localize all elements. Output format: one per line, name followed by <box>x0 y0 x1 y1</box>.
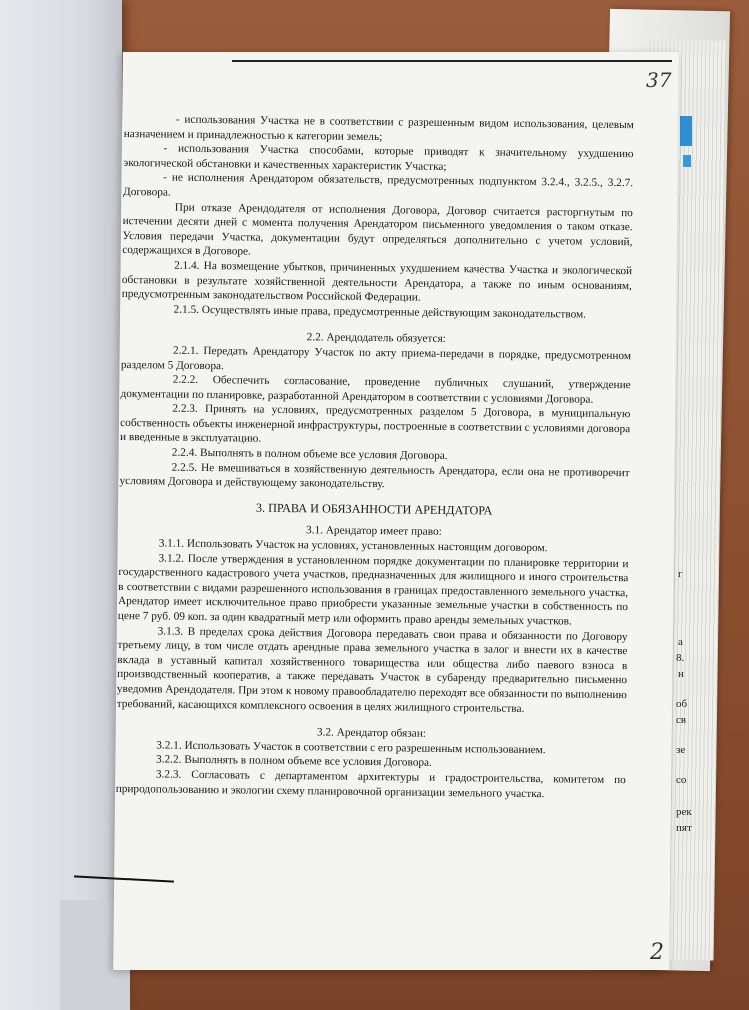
paragraph: 2.2.4. Выполнять в полном объеме все условия Договора. <box>171 446 448 463</box>
margin-fragment: св <box>676 714 687 726</box>
paragraph: 3.2.2. Выполнять в полном объеме все условия Договора. <box>156 753 432 770</box>
header-rule <box>232 60 672 62</box>
paragraph: 2.2.1. Передать Арендатору Участок по акту приема-передачи в порядке, предусмотренном разделом 5 Договора. <box>120 344 632 372</box>
binder-cover <box>0 0 122 1010</box>
paragraph: 3.2.1. Использовать Участок в соответствии с его разрешенным использованием. <box>156 739 546 756</box>
paragraph: 2.2.5. Не вмешиваться в хозяйственную деятельность Арендатора, если она не противоречит условиям Договора и действующему законодательству. <box>119 461 630 491</box>
paragraph: - использования Участка способами, которые приводят к значительному ухудшению экологической обстановки и качественных характеристик Участка; <box>123 142 634 173</box>
paragraph: 3.1.2. После утверждения в установленном порядке документации по планировке территории и государственного кадастрового учета участков, предназначенных для жилищного и иного строительства в соответствии с видами разрешенного использования в границах предоставленного земельного участка, Арендатор имеет исключительное право приобрести указанные земельные участки в собственность по цене 7 руб. 09 коп. за один квадратный метр или оформить право аренды земельных участков. <box>117 552 629 628</box>
margin-fragment: пят <box>676 822 692 834</box>
paragraph: 3.1.1. Использовать Участок на условиях, установленных настоящим договором. <box>158 537 548 555</box>
document-text <box>116 112 634 802</box>
paragraph: 3.1.3. В пределах срока действия Договора передавать свои права и обязанности по Договору третьему лицу, в том числе отдать арендные права земельного участка в залог и внести их в качестве вклада в уставный капитал хозяйственного товарищества или общества либо паевого взноса в производственный кооператив, а также передавать Участок в субаренду предварительно письменно уведомив Арендодателя. При этом к новому правообладателю переходят все обязанности по выполнению требований, касающихся комплексного освоения в целях жилищного строительства. <box>116 625 628 715</box>
paragraph: 2.2.3. Принять на условиях, предусмотренных разделом 5 Договора, в муниципальную собственность объекты инженерной инфраструктуры, построенные в соответствии с условиями договора и введенные в эксплуатацию. <box>119 402 631 446</box>
paragraph: 3.2.3. Согласовать с департаментом архитектуры и градостроительства, комитетом по природопользованию и экологии схему планировочной организации земельного участка. <box>115 768 626 800</box>
section-subheading: 3.2. Арендатор обязан: <box>316 726 426 740</box>
paragraph: - использования Участка не в соответствии с разрешенным видом использования, целевым назначением и принадлежностью к категории земель; <box>123 113 634 143</box>
paragraph: - не исполнения Арендатором обязательств, предусмотренных подпунктом 3.2.4., 3.2.5., 3.2.7. Договора. <box>122 171 634 199</box>
section-subheading: 3.1. Арендатор имеет право: <box>305 524 442 539</box>
margin-fragment: г <box>678 568 683 580</box>
section-subheading: 2.2. Арендодатель обязуется: <box>306 331 446 346</box>
margin-fragment: об <box>676 698 688 710</box>
margin-fragment: н <box>678 668 684 680</box>
page-number-bottom: 2 <box>650 940 664 965</box>
page-number-top: 37 <box>646 68 672 92</box>
margin-fragment: а <box>678 636 683 648</box>
paragraph: 2.1.4. На возмещение убытков, причиненных ухудшением качества Участка и экологической обстановки в результате хозяйственной деятельности Арендатора, а также по иным основаниям, предусмотренным законодательством Российской Федерации. <box>121 259 633 304</box>
margin-fragment: зе <box>676 744 686 756</box>
blue-tab-marker <box>680 116 692 146</box>
section-heading: 3. ПРАВА И ОБЯЗАННОСТИ АРЕНДАТОРА <box>255 500 493 518</box>
margin-fragment: со <box>676 774 687 786</box>
blue-tab-marker-small <box>683 155 691 167</box>
paragraph: При отказе Арендодателя от исполнения Договора, Договор считается расторгнутым по истечении десяти дней с момента получения Арендатором письменного уведомления о таком отказе. Условия передачи Участка, документации будут определяться дополнительно с учетом условий, содержащихся в Договоре. <box>122 201 633 258</box>
margin-fragment: 8. <box>676 652 685 664</box>
margin-fragment: рек <box>676 806 692 818</box>
paragraph: 2.1.5. Осуществлять иные права, предусмотренные действующим законодательством. <box>173 303 587 321</box>
paragraph: 2.2.2. Обеспечить согласование, проведение публичных слушаний, утверждение документации по планировке, разработанной Арендатором в соответствии с условиями Договора. <box>120 373 631 406</box>
